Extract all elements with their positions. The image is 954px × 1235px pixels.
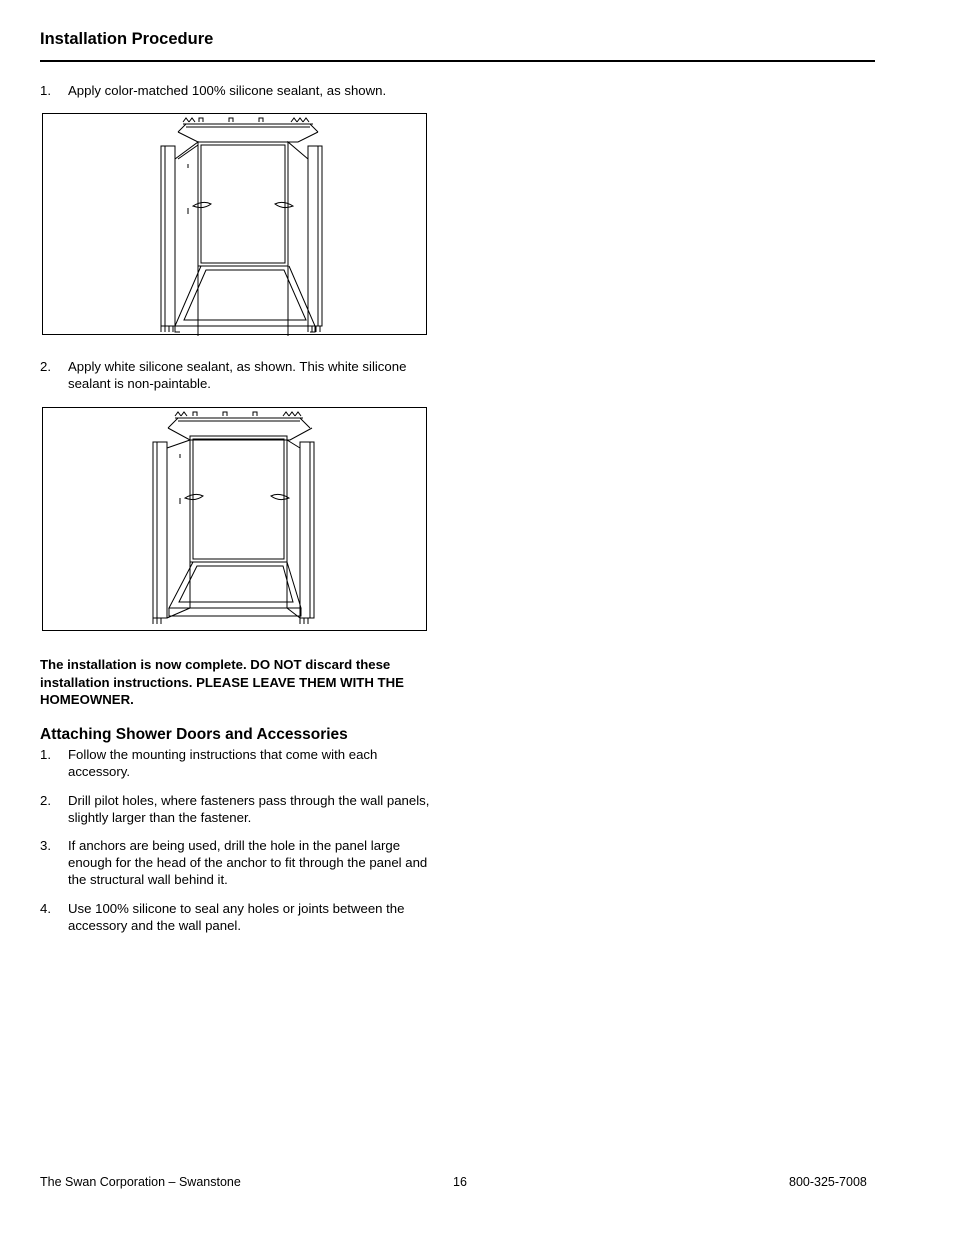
step-number: 2. xyxy=(40,359,51,374)
figure-color-matched-sealant xyxy=(42,113,427,335)
step-text: Apply white silicone sealant, as shown. This white silicone sealant is non-paintable. xyxy=(68,359,407,391)
step-number: 2. xyxy=(40,793,51,808)
accessories-heading: Attaching Shower Doors and Accessories xyxy=(40,726,348,743)
step-text: Apply color-matched 100% silicone sealant, as shown. xyxy=(68,83,387,98)
shower-enclosure-illustration-1 xyxy=(43,114,428,336)
footer-page-number: 16 xyxy=(453,1175,467,1189)
step-text: Follow the mounting instructions that come with each accessory. xyxy=(68,747,378,779)
step-text: Drill pilot holes, where fasteners pass through the wall panels, slightly larger than the fastener. xyxy=(68,793,430,825)
step-number: 1. xyxy=(40,83,51,98)
step-text: If anchors are being used, drill the hole in the panel large enough for the head of the anchor to fit through the panel and the structural wall behind it. xyxy=(68,838,428,887)
accessory-step-3 xyxy=(40,837,440,888)
figure-white-sealant xyxy=(42,407,427,631)
accessory-step-4 xyxy=(40,900,440,934)
completion-notice: The installation is now complete. DO NOT discard these installation instructions. PLEASE LEAVE THEM WITH THE HOMEOWNER. xyxy=(40,657,404,707)
step-2 xyxy=(40,358,440,392)
accessory-step-1 xyxy=(40,746,440,780)
step-text: Use 100% silicone to seal any holes or joints between the accessory and the wall panel. xyxy=(68,901,405,933)
footer-company: The Swan Corporation – Swanstone xyxy=(40,1175,241,1189)
step-1 xyxy=(40,82,440,99)
shower-enclosure-illustration-2 xyxy=(43,408,428,632)
step-number: 1. xyxy=(40,747,51,762)
step-number: 4. xyxy=(40,901,51,916)
section-title: Installation Procedure xyxy=(40,30,214,48)
header-rule xyxy=(40,60,875,62)
footer-phone: 800-325-7008 xyxy=(789,1175,867,1189)
accessory-step-2 xyxy=(40,792,440,826)
step-number: 3. xyxy=(40,838,51,853)
